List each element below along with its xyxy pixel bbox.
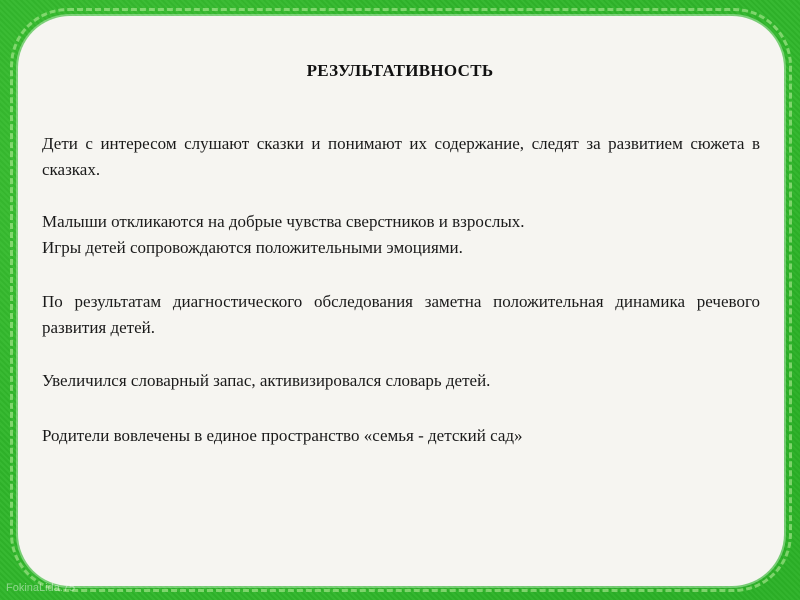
paragraph-feelings-and-emotions: [42, 209, 760, 260]
paragraph-diagnostics: По результатам диагностического обследования заметна положительная динамика речевого развития детей.: [42, 292, 760, 337]
paragraph-feelings: Малыши откликаются на добрые чувства сверстников и взрослых.: [42, 212, 525, 231]
slide-title: РЕЗУЛЬТАТИВНОСТЬ: [306, 61, 494, 80]
watermark: FokinaLida.75: [6, 582, 76, 594]
paragraph-emotions: Игры детей сопровождаются положительными эмоциями.: [42, 237, 463, 257]
paragraph-vocabulary: Увеличился словарный запас, активизировался словарь детей.: [42, 371, 491, 390]
paragraph-listening: Дети с интересом слушают сказки и понимают их содержание, следят за развитием сюжета в сказках.: [42, 134, 760, 179]
paragraph-parents: Родители вовлечены в единое пространство «семья - детский сад»: [42, 426, 523, 445]
